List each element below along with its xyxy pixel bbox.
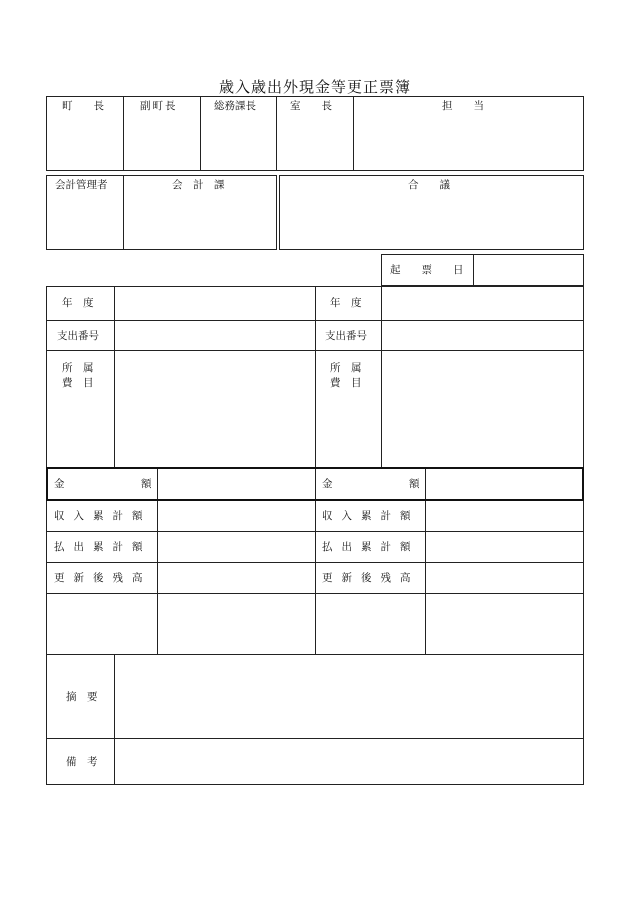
left-balance-after-label: 更新後残高 (54, 572, 152, 584)
draft-date-label: 起 票 日 (390, 264, 464, 276)
accounting-manager-stamp-cell[interactable] (47, 194, 122, 249)
left-payment-number-field[interactable] (115, 321, 314, 349)
left-fiscal-year-label: 年 度 (62, 297, 94, 309)
right-payment-number-field[interactable] (382, 321, 583, 349)
accounting-section-stamp-cell[interactable] (124, 194, 276, 249)
left-payment-total-label: 払出累計額 (54, 541, 152, 553)
mayor-label: 町 長 (62, 100, 104, 112)
consultation-label: 合 議 (408, 179, 450, 191)
right-expense-item-label: 費 目 (330, 377, 362, 389)
left-affiliation-field[interactable] (115, 351, 314, 466)
left-revenue-total-label: 収入累計額 (54, 510, 152, 522)
right-amount-field[interactable] (426, 469, 582, 499)
summary-field[interactable] (115, 655, 583, 737)
right-payment-number-label: 支出番号 (325, 330, 367, 342)
left-amount-label: 金 (54, 478, 65, 490)
office-chief-label: 室 長 (290, 100, 332, 112)
remarks-field[interactable] (115, 739, 583, 784)
summary-label: 摘 要 (66, 691, 98, 703)
document-title: 歳入歳出外現金等更正票簿 (218, 78, 411, 96)
right-fiscal-year-label: 年 度 (330, 297, 362, 309)
left-balance-after-field[interactable] (158, 563, 314, 592)
general-affairs-chief-stamp-cell[interactable] (201, 114, 275, 170)
deputy-mayor-label: 副町長 (140, 100, 178, 112)
right-amount-label: 金 (322, 478, 333, 490)
right-payment-total-label: 払出累計額 (322, 541, 420, 553)
left-revenue-total-field[interactable] (158, 500, 314, 530)
deputy-mayor-stamp-cell[interactable] (124, 114, 199, 170)
left-amount-field[interactable] (158, 469, 314, 499)
right-balance-after-label: 更新後残高 (322, 572, 420, 584)
right-affiliation-label: 所 属 (330, 362, 362, 374)
right-revenue-total-label: 収入累計額 (322, 510, 420, 522)
right-revenue-total-field[interactable] (426, 500, 583, 530)
right-fiscal-year-field[interactable] (382, 287, 583, 319)
general-affairs-chief-label: 総務課長 (214, 100, 256, 112)
right-amount-label-end: 額 (409, 478, 420, 490)
in-charge-stamp-cell[interactable] (354, 114, 583, 170)
left-payment-number-label: 支出番号 (57, 330, 99, 342)
in-charge-label: 担 当 (442, 100, 484, 112)
left-affiliation-label: 所 属 (62, 362, 94, 374)
right-balance-after-field[interactable] (426, 563, 583, 592)
draft-date-field[interactable] (474, 255, 583, 285)
consultation-stamp-cell[interactable] (280, 194, 583, 249)
remarks-label: 備 考 (66, 756, 98, 768)
left-amount-label-end: 額 (141, 478, 152, 490)
office-chief-stamp-cell[interactable] (277, 114, 352, 170)
accounting-manager-label: 会計管理者 (55, 179, 108, 191)
mayor-stamp-cell[interactable] (47, 114, 122, 170)
right-payment-total-field[interactable] (426, 532, 583, 561)
left-payment-total-field[interactable] (158, 532, 314, 561)
right-affiliation-field[interactable] (382, 351, 583, 466)
left-fiscal-year-field[interactable] (115, 287, 314, 319)
left-expense-item-label: 費 目 (62, 377, 94, 389)
accounting-section-label: 会 計 課 (172, 179, 225, 191)
